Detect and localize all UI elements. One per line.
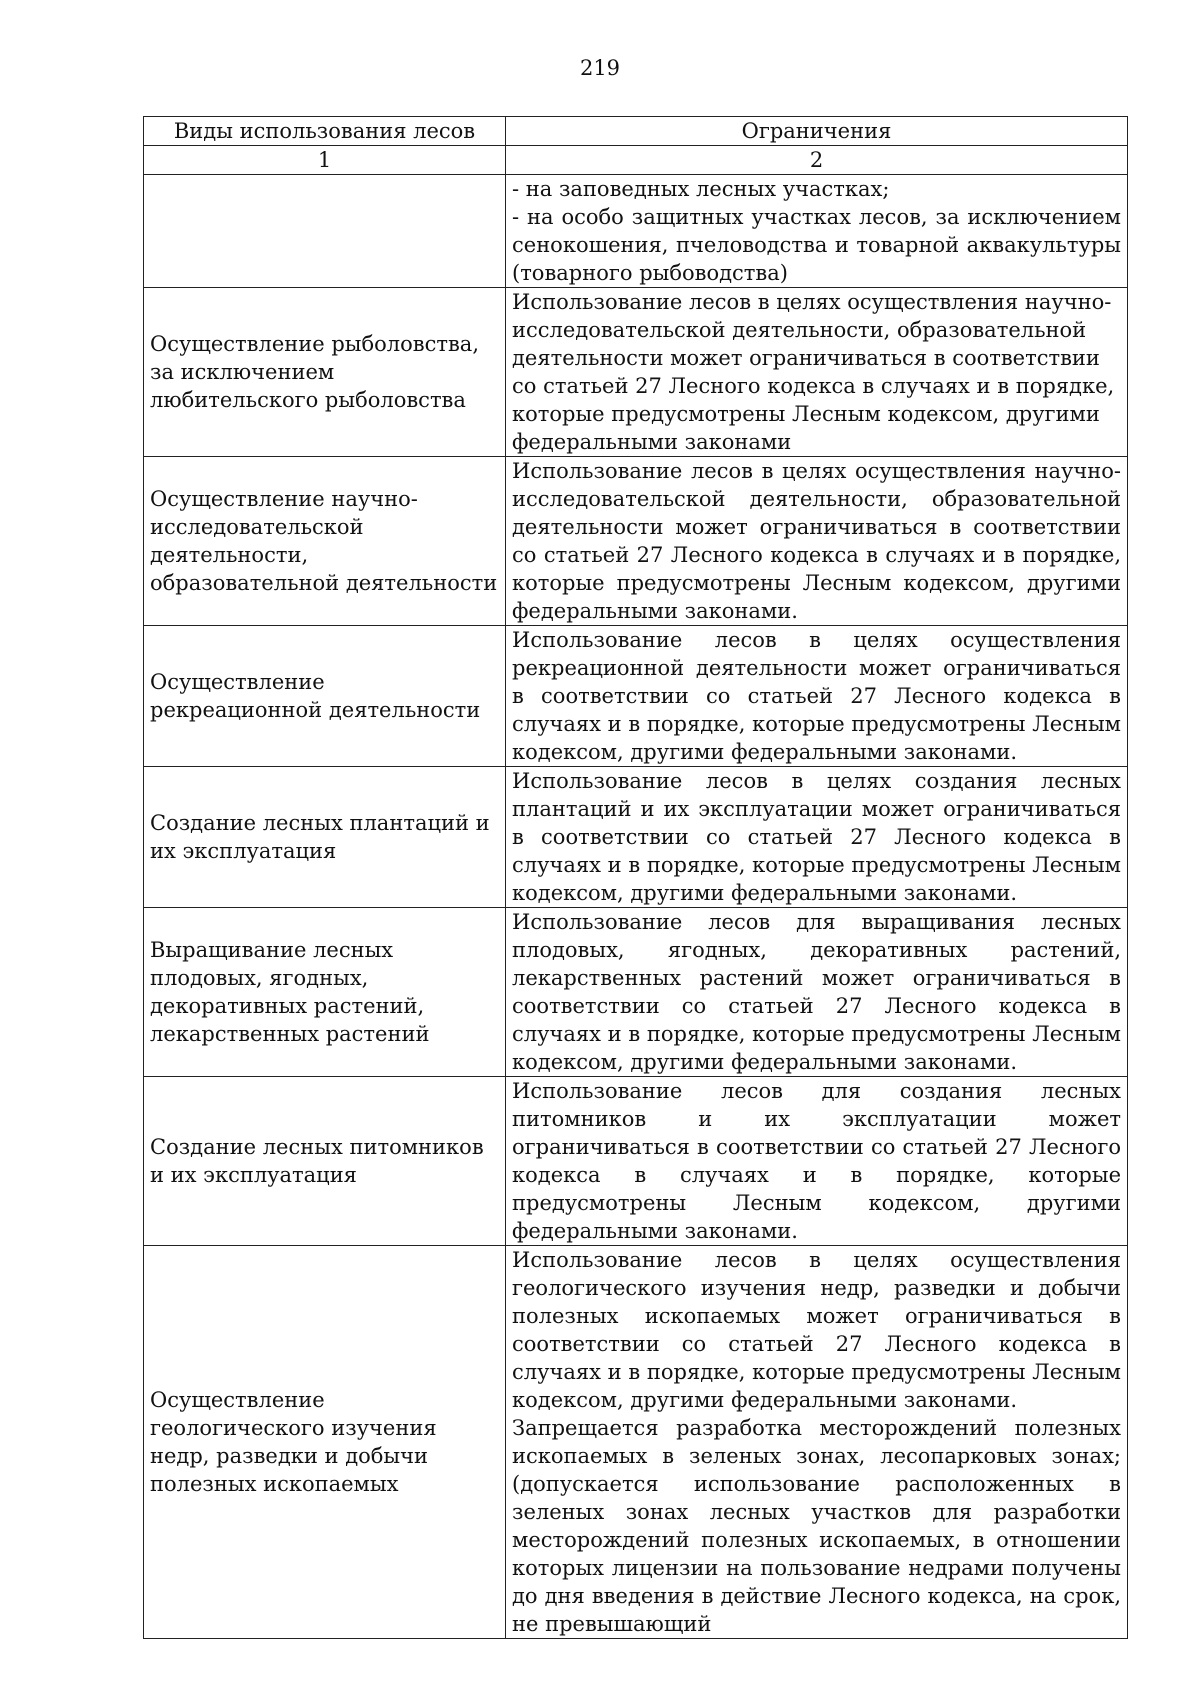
restriction-paragraph: Использование лесов для выращивания лесных плодовых, ягодных, декоративных растений, лекарственных растений может ограничиваться в соответствии со статьей 27 Лесного кодекса в случаях и в порядке, которые предусмотрены Лесным кодексом, другими федеральными законами. — [512, 910, 1121, 1074]
table-row — [144, 1246, 1128, 1639]
row-kind: Создание лесных плантаций и их эксплуатация — [144, 767, 506, 908]
row-restrictions — [506, 288, 1128, 457]
restriction-paragraph: Использование лесов в целях создания лесных плантаций и их эксплуатации может ограничиваться в соответствии со статьей 27 Лесного кодекса в случаях и в порядке, которые предусмотрены Лесным кодексом, другими федеральными законами. — [512, 769, 1121, 905]
row-restrictions — [506, 1246, 1128, 1639]
row-restrictions — [506, 767, 1128, 908]
restriction-paragraph: Использование лесов в целях осуществления рекреационной деятельности может ограничиваться в соответствии со статьей 27 Лесного кодекса в случаях и в порядке, которые предусмотрены Лесным кодексом, другими федеральными законами. — [512, 628, 1121, 764]
table-row — [144, 1077, 1128, 1246]
row-kind: Осуществление рекреационной деятельности — [144, 626, 506, 767]
table-row — [144, 175, 1128, 288]
column-number-1: 1 — [144, 146, 506, 175]
row-kind: Выращивание лесных плодовых, ягодных, декоративных растений, лекарственных растений — [144, 908, 506, 1077]
row-restrictions — [506, 175, 1128, 288]
row-restrictions — [506, 626, 1128, 767]
column-header-restrictions: Ограничения — [506, 117, 1128, 146]
page-number: 219 — [579, 56, 621, 80]
table-row — [144, 908, 1128, 1077]
column-number-2: 2 — [506, 146, 1128, 175]
restriction-paragraph: Использование лесов для создания лесных питомников и их эксплуатации может ограничиваться в соответствии со статьей 27 Лесного кодекса в случаях и в порядке, которые предусмотрены Лесным кодексом, другими федеральными законами. — [512, 1079, 1121, 1243]
table-row — [144, 457, 1128, 626]
row-kind — [144, 175, 506, 288]
table-row — [144, 626, 1128, 767]
restriction-paragraph: Использование лесов в целях осуществления геологического изучения недр, разведки и добычи полезных ископаемых может ограничиваться в соответствии со статьей 27 Лесного кодекса в случаях и в порядке, которые предусмотрены Лесным кодексом, другими федеральными законами. — [512, 1248, 1121, 1412]
table-header-row — [144, 117, 1128, 146]
table-row — [144, 767, 1128, 908]
column-header-kind: Виды использования лесов — [144, 117, 506, 146]
row-kind: Осуществление геологического изучения недр, разведки и добычи полезных ископаемых — [144, 1246, 506, 1639]
table-row — [144, 288, 1128, 457]
row-restrictions — [506, 1077, 1128, 1246]
row-kind: Осуществление научно-исследовательской деятельности, образовательной деятельности — [144, 457, 506, 626]
column-number-row — [144, 146, 1128, 175]
row-restrictions — [506, 457, 1128, 626]
restriction-paragraph: Использование лесов в целях осуществления научно-исследовательской деятельности, образовательной деятельности может ограничиваться в соответствии со статьей 27 Лесного кодекса в случаях и в порядке, которые предусмотрены Лесным кодексом, другими федеральными законами. — [512, 459, 1121, 623]
restriction-paragraph: Запрещается разработка месторождений полезных ископаемых в зеленых зонах, лесопарковых зонах; (допускается использование расположенных в зеленых зонах лесных участков для разработки месторождений полезных ископаемых, в отношении которых лицензии на пользование недрами получены до дня введения в действие Лесного кодекса, на срок, не превышающий — [512, 1416, 1121, 1636]
row-kind: Создание лесных питомников и их эксплуатация — [144, 1077, 506, 1246]
row-kind: Осуществление рыболовства, за исключением любительского рыболовства — [144, 288, 506, 457]
restriction-paragraph: Использование лесов в целях осуществления научно-исследовательской деятельности, образовательной деятельности может ограничиваться в соответствии со статьей 27 Лесного кодекса в случаях и в порядке, которые предусмотрены Лесным кодексом, другими федеральными законами — [512, 290, 1115, 454]
restriction-paragraph: - на заповедных лесных участках; — [512, 177, 890, 201]
restriction-paragraph: - на особо защитных участках лесов, за исключением сенокошения, пчеловодства и товарной аквакультуры (товарного рыбоводства) — [512, 205, 1121, 285]
row-restrictions — [506, 908, 1128, 1077]
forest-use-restrictions-table — [143, 116, 1128, 1639]
